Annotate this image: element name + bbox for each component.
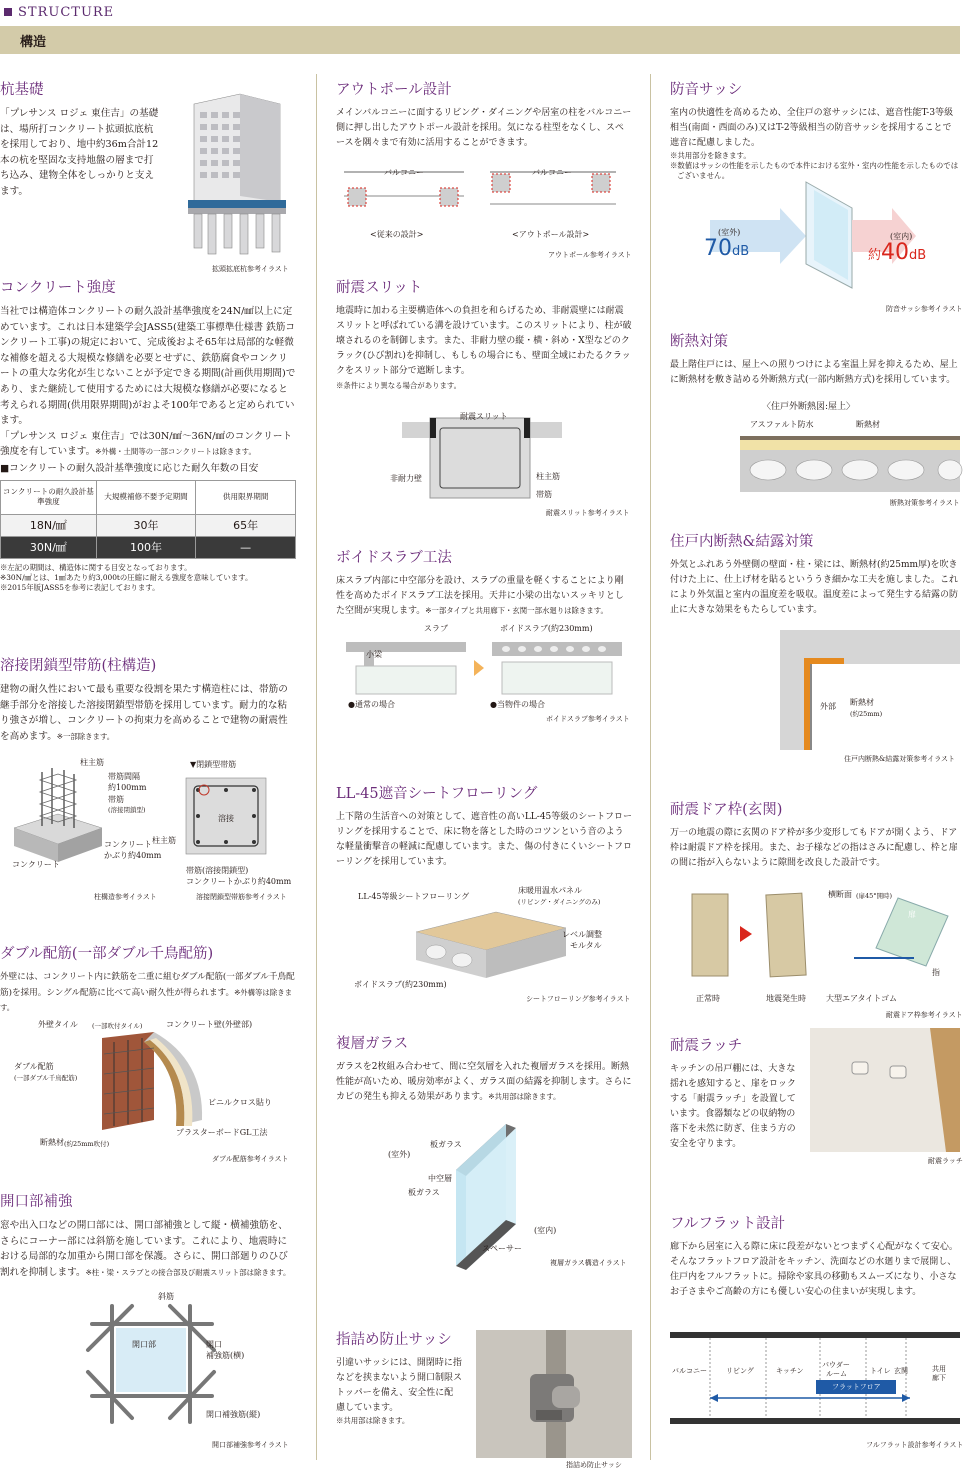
indoor-db-value: 40 xyxy=(881,240,910,265)
caption: 防音サッシ参考イラスト xyxy=(886,305,963,313)
section-text: 室内の快適性を高めるため、全住戸の窓サッシには、遮音性能T-3等級相当(南面・西面のみ)又はT-2等級相当の防音サッシを採用することで遮音に配慮しました。 xyxy=(670,108,954,148)
caption: 断熱対策参考イラスト xyxy=(890,499,960,507)
door-illustration xyxy=(678,888,962,984)
label: ダブル配筋 xyxy=(14,1062,54,1071)
caption: 開口部補強参考イラスト xyxy=(212,1441,289,1449)
section-title: 断熱対策 xyxy=(670,334,728,350)
label: 中空層 xyxy=(428,1174,452,1183)
section-latch xyxy=(670,1036,963,1165)
caption: 住戸内断熱&結露対策参考イラスト xyxy=(844,755,956,763)
label: バルコニー xyxy=(672,1367,707,1375)
label: かぶり約40mm xyxy=(104,851,162,860)
square-icon xyxy=(4,8,12,16)
label: ボイドスラブ(約230mm) xyxy=(354,980,447,989)
table-title: ■コンクリートの耐久設計基準強度に応じた耐久年数の目安 xyxy=(0,462,259,474)
table-header: 大規模補修不要予定期間 xyxy=(96,480,196,514)
label: 約100mm xyxy=(108,783,147,792)
double-rebar-illustration xyxy=(84,1030,214,1140)
label: 廊下 xyxy=(932,1374,946,1382)
section-text: 「プレサンス ロジェ 東住吉」では30N/㎟〜36N/㎟のコンクリート強度を有しています。 xyxy=(0,430,293,458)
section-title: ボイドスラブ工法 xyxy=(336,550,452,566)
outdoor-db-value: 70 xyxy=(704,236,732,261)
label: 外部 xyxy=(820,702,836,711)
label: (溶接閉鎖型) xyxy=(108,806,146,814)
label: 共用 xyxy=(932,1365,946,1373)
label: ビニルクロス貼り xyxy=(208,1098,272,1107)
table-row xyxy=(1,514,296,536)
slit-illustration xyxy=(396,412,576,502)
outdoor-db-unit: dB xyxy=(732,244,750,259)
section-outpole xyxy=(336,80,632,259)
label: 帯筋 xyxy=(108,795,124,804)
label: 外壁タイル xyxy=(38,1020,78,1029)
section-title: コンクリート強度 xyxy=(0,280,116,296)
table-note: ※2015年版JASS5を参考に表記しております。 xyxy=(0,582,160,592)
section-text: 上下階の生活音への対策として、遮音性の高いLL-45等級のシートフローリングを採用することで、床に物を落とした時のコツンという音のような軽量衝撃音の軽減に配慮しています。また、傷の付きにくいシートフローリングを採用しています。 xyxy=(336,812,633,867)
section-note: ※柱・梁・スラブとの接合部及び耐震スリット部は除きます。 xyxy=(85,1267,291,1277)
section-sash xyxy=(670,80,963,313)
section-text: 外壁には、コンクリート内に鉄筋を二重に組むダブル配筋(一部ダブル千鳥配筋)を採用。シングル配筋に比べて高い耐久性が得られます。 xyxy=(0,972,295,998)
label: プラスターボードGL工法 xyxy=(176,1128,268,1137)
section-opening xyxy=(0,1192,296,1449)
caption: 指詰め防止サッシ xyxy=(566,1461,622,1469)
label: アスファルト防水 xyxy=(750,420,814,429)
page-title: 構造 xyxy=(20,34,47,50)
flat-floor-illustration xyxy=(670,1332,960,1432)
category-label xyxy=(0,0,960,24)
label: 地震発生時 xyxy=(766,994,806,1003)
label: コンクリート壁(外壁部) xyxy=(166,1020,253,1029)
caption: 複層ガラス構造イラスト xyxy=(550,1259,627,1267)
section-text: 窓や出入口などの開口部には、開口部補強として縦・横補強筋を、さらにコーナー部には斜筋を施しています。これにより、地震時における局部的な加重から開口部を保護。さらに、開口部廻りのひび割れを抑制します。 xyxy=(0,1220,288,1278)
table-cell: 65年 xyxy=(196,514,296,536)
table-cell: 100年 xyxy=(96,536,196,558)
section-concrete xyxy=(0,278,296,593)
section-text: 当社では構造体コンクリートの耐久設計基準強度を24N/㎟以上に定めています。これは日本建築学会JASS5(建築工事標準仕様書 鉄筋コンクリート工事)の規定において、完成後およそ65年は局部的な軽微な補修を超える大規模な修繕を必要とせずに、鉄筋腐食やコンクリートの重大な劣化が生じないことが予定できる期間(計画供用期間)であり、また継続して使用するためには大規模な修繕が必要になると考えられる期間(供用限界期間)がおよそ100年であると定められています。 xyxy=(0,306,296,427)
section-void xyxy=(336,548,632,723)
table-cell: — xyxy=(196,536,296,558)
label: ●通常の場合 xyxy=(348,700,395,709)
table-note: ※左記の期間は、構造体に関する目安となっております。 xyxy=(0,562,192,572)
table-header: コンクリートの耐久設計基準強度 xyxy=(1,480,97,514)
label: 断熱材 xyxy=(856,420,880,429)
label: 帯筋間隔 xyxy=(108,772,140,781)
label: 帯筋(溶接閉鎖型) xyxy=(186,866,249,875)
label: スラブ xyxy=(424,624,448,633)
title-bar xyxy=(0,26,960,54)
section-note: ※共用部は除きます。 xyxy=(336,1416,410,1425)
page-header xyxy=(0,0,960,54)
section-note: ※共用部分を除きます。 xyxy=(670,151,751,160)
label: 非耐力壁 xyxy=(390,474,422,483)
label: (一部ダブル千鳥配筋) xyxy=(14,1074,78,1082)
caption: ボイドスラブ参考イラスト xyxy=(546,715,630,723)
label: <アウトポール設計> xyxy=(512,230,590,239)
label: 指 xyxy=(932,968,940,977)
diagram-title: 〈住戸外断熱図:屋上〉 xyxy=(762,402,856,412)
category-text: STRUCTURE xyxy=(18,4,115,20)
section-flat xyxy=(670,1214,963,1449)
label: コンクリートかぶり約40mm xyxy=(186,877,292,886)
table-cell: 30N/㎟ xyxy=(1,536,97,558)
label: 開口 xyxy=(206,1340,222,1349)
section-slit xyxy=(336,278,632,517)
section-note: ※共用部は除きます。 xyxy=(488,1092,561,1101)
section-title: フルフラット設計 xyxy=(670,1216,786,1232)
section-title: 指詰め防止サッシ xyxy=(336,1332,452,1348)
section-title: 耐震ラッチ xyxy=(670,1038,743,1054)
column-divider xyxy=(316,74,317,1460)
opening-reinforcement-illustration xyxy=(82,1302,222,1432)
label: (室外) xyxy=(718,228,741,237)
label: コンクリート xyxy=(12,860,60,869)
label: 小梁 xyxy=(366,650,382,659)
label: 溶接 xyxy=(218,814,234,823)
label: (室外) xyxy=(388,1150,411,1159)
section-text: 万一の地震の際に玄関のドア枠が多少変形してもドアが開くよう、ドア枠は耐震ドア枠を採用。また、お子様などの指はさみに配慮し、枠と扉の間に指が入らないように隙間を改良した設計です。 xyxy=(670,828,958,868)
section-note: ※外構・土間等の一部コンクリートは除きます。 xyxy=(95,447,256,457)
caption: ダブル配筋参考イラスト xyxy=(212,1155,289,1163)
section-finger xyxy=(336,1330,632,1469)
label: (室内) xyxy=(890,232,913,241)
label: レベル調整 xyxy=(562,930,602,939)
table-note: ※30N/㎟とは、1㎟あたり約3,000tの圧縮に耐える強度を意味しています。 xyxy=(0,572,253,582)
roof-insulation-illustration xyxy=(740,436,960,496)
label: 板ガラス xyxy=(430,1140,462,1149)
outpole-illustration xyxy=(336,166,632,228)
table-cell: 18N/㎟ xyxy=(1,514,97,536)
label: ボイドスラブ(約230mm) xyxy=(500,624,593,633)
label: (リビング・ダイニングのみ) xyxy=(518,898,601,906)
label: ▼閉鎖型帯筋 xyxy=(190,760,237,769)
label: LL-45等級シートフローリング xyxy=(358,892,470,901)
section-title: ダブル配筋(一部ダブル千鳥配筋) xyxy=(0,946,214,962)
label: 柱主筋 xyxy=(80,758,104,767)
finger-sash-photo xyxy=(476,1330,632,1458)
label: 柱主筋 xyxy=(152,836,176,845)
label: 扉 xyxy=(908,910,916,919)
label: 斜筋 xyxy=(158,1292,174,1301)
label: モルタル xyxy=(570,941,602,950)
section-glass xyxy=(336,1034,632,1267)
table-header: 供用限界期間 xyxy=(196,480,296,514)
section-text: メインバルコニーに面するリビング・ダイニングや居室の柱をバルコニー側に押し出したアウトポール設計を採用。気になる柱型をなくし、スペースを隅々まで有効に活用することができます。 xyxy=(336,108,632,148)
section-text: 床スラブ内部に中空部分を設け、スラブの重量を軽くすることにより剛性を高めたボイドスラブ工法を採用。天井に小梁の出ないスッキリとした空間が実現します。 xyxy=(336,576,624,616)
section-insulation xyxy=(670,332,960,507)
latch-photo xyxy=(810,1028,960,1152)
label: 断熱材 xyxy=(40,1138,64,1147)
section-title: 複層ガラス xyxy=(336,1036,409,1052)
section-dew xyxy=(670,532,960,763)
label: トイレ xyxy=(870,1367,891,1375)
section-title: 開口部補強 xyxy=(0,1194,73,1210)
dew-illustration xyxy=(760,630,960,750)
caption: 耐震スリット参考イラスト xyxy=(546,509,630,517)
flat-floor-label: フラットフロア xyxy=(832,1383,881,1391)
column-illustration xyxy=(8,766,108,866)
section-note: ※一部除きます。 xyxy=(56,731,115,741)
section-title: 杭基礎 xyxy=(0,82,44,98)
label: バルコニー xyxy=(532,168,572,177)
table-cell: 30年 xyxy=(96,514,196,536)
label: 耐震スリット xyxy=(460,412,508,421)
label: (一部吹付タイル) xyxy=(92,1022,143,1030)
label: 断熱材 xyxy=(850,698,874,707)
caption: 耐震ラッチ xyxy=(928,1157,963,1165)
label: スペーサー xyxy=(482,1244,522,1253)
caption: 耐震ドア枠参考イラスト xyxy=(886,1011,963,1019)
section-note: ※数値はサッシの性能を示したもので本件における室外・室内の性能を示したものではございません。 xyxy=(670,161,959,180)
label: 補強筋(横) xyxy=(206,1351,245,1360)
pile-caption: 拡頭拡底杭参考イラスト xyxy=(212,265,289,273)
label: (約25mm吹付) xyxy=(64,1140,110,1148)
section-text: 外気とふれあう外壁側の壁面・柱・梁には、断熱材(約25mm厚)を吹き付けた上に、仕上げ材を貼るといううき細かな工夫を施しました。これにより外気温と室内の温度差を吸収。温度差によって発生する結露の防止に大きな効果をもたらしています。 xyxy=(670,560,959,615)
label: (室内) xyxy=(534,1226,557,1235)
label: キッチン xyxy=(776,1367,804,1375)
section-text: 廊下から居室に入る際に床に段差がないとつまずく心配がなくて安心。そんなフラットフロア設計をキッチン、洗面などの水廻りまで展開し、住戸内をフルフラットに。掃除や家具の移動もスムーズになり、小さなお子さまやご高齢の方にも優しい安心の住まいが実現します。 xyxy=(670,1242,958,1297)
flooring-illustration xyxy=(406,902,576,982)
label: <従来の設計> xyxy=(370,230,424,239)
section-title: 防音サッシ xyxy=(670,82,743,98)
caption: 柱構造参考イラスト xyxy=(94,893,157,901)
section-title: アウトポール設計 xyxy=(336,82,452,98)
label: 開口補強筋(縦) xyxy=(206,1410,261,1419)
indoor-db-prefix: 約 xyxy=(868,248,882,263)
section-floor xyxy=(336,784,633,1003)
indoor-db-unit: dB xyxy=(909,248,927,263)
durability-table xyxy=(0,480,296,559)
label: 柱主筋 xyxy=(536,472,560,481)
section-pile xyxy=(0,80,296,273)
section-double xyxy=(0,944,296,1163)
caption: アウトポール参考イラスト xyxy=(548,251,632,259)
label: 床暖用温水パネル xyxy=(518,886,582,895)
caption: フルフラット設計参考イラスト xyxy=(866,1441,963,1449)
label: 帯筋 xyxy=(536,490,552,499)
caption: 溶接閉鎖型帯筋参考イラスト xyxy=(196,893,287,901)
section-hoop xyxy=(0,656,296,901)
label: ルーム xyxy=(826,1370,847,1378)
label: コンクリート xyxy=(104,840,152,849)
sash-illustration xyxy=(710,180,920,290)
void-slab-illustration xyxy=(342,636,632,696)
section-text: 地震時に加わる主要構造体への負担を和らげるため、非耐震壁には耐震スリットと呼ばれている溝を設けています。このスリットにより、柱が破壊されるのを制御します。また、非耐力壁の縦・横・斜め・X型などのクラック(ひび割れ)を抑制し、もしもの場合にも、壁面全域にわたるクラックをスリット部分で遮断します。 xyxy=(336,306,632,376)
label: (扉45°開時) xyxy=(856,892,893,900)
section-title: 耐震スリット xyxy=(336,280,423,296)
section-title: 住戸内断熱&結露対策 xyxy=(670,534,814,550)
section-title: LL-45遮音シートフローリング xyxy=(336,786,538,802)
label: 大型エアタイトゴム xyxy=(826,994,897,1003)
section-door xyxy=(670,800,963,1019)
section-text: 最上階住戸には、屋上への照りつけによる室温上昇を抑えるため、屋上に断熱材を敷き詰める外断熱方式(一部内断熱方式)を採用しています。 xyxy=(670,360,958,385)
section-note: ※外構等は除きます。 xyxy=(0,987,292,1013)
section-text: 建物の耐久性において最も重要な役割を果たす構造柱には、帯筋の継手部分を溶接した溶接閉鎖型帯筋を採用しています。耐力的な粘り強さが増し、コンクリートの拘束力を高めることで建物の耐震性を高めます。 xyxy=(0,684,288,742)
section-text: ガラスを2枚組み合わせて、間に空気層を入れた複層ガラスを採用。断熱性能が高いため、暖房効率がよく、ガラス面の結露を抑制します。さらにカビの発生も抑える効果があります。 xyxy=(336,1062,632,1102)
label: 開口部 xyxy=(132,1340,156,1349)
label: 玄関 xyxy=(894,1367,908,1375)
label: 横断面 xyxy=(828,890,852,899)
label: 正常時 xyxy=(696,994,720,1003)
label: パウダー xyxy=(822,1361,850,1369)
section-note: ※一部タイプと共用廊下・玄関一部水廻りは除きます。 xyxy=(425,606,608,615)
label: バルコニー xyxy=(384,168,424,177)
section-text: キッチンの吊戸棚には、大きな揺れを感知すると、扉をロックする「耐震ラッチ」を設置しています。食器類などの収納物の落下を未然に防ぎ、住まう方の安全を守ります。 xyxy=(670,1064,796,1149)
section-text: 「プレサンス ロジェ 東住吉」の基礎は、場所打コンクリート拡頭拡底杭を採用しており、地中約36m合計12本の杭を堅固な支持地盤の層まで打ち込み、建物全体をしっかりと支えます。 xyxy=(0,108,159,197)
column-divider xyxy=(650,74,651,1460)
table-row xyxy=(1,536,296,558)
section-text: 引違いサッシには、開閉時に指などを挟まないよう開口制限ストッパーを備え、安全性に配慮しています。 xyxy=(336,1358,463,1413)
section-title: 溶接閉鎖型帯筋(柱構造) xyxy=(0,658,157,674)
label: リビング xyxy=(726,1367,754,1375)
label: ●当物件の場合 xyxy=(490,700,545,709)
section-note: ※条件により異なる場合があります。 xyxy=(336,381,462,390)
pile-illustration xyxy=(180,92,294,260)
label: (約25mm) xyxy=(850,710,883,718)
section-title: 耐震ドア枠(玄関) xyxy=(670,802,783,818)
label: 板ガラス xyxy=(408,1188,440,1197)
caption: シートフローリング参考イラスト xyxy=(526,995,631,1003)
